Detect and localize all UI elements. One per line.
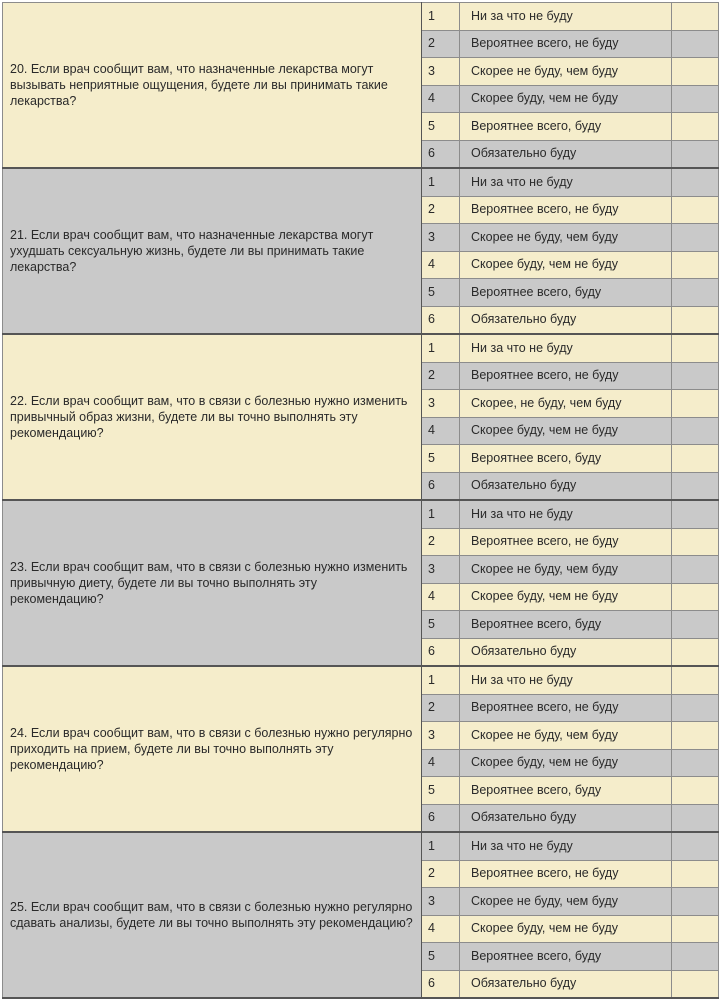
option-label: Скорее не буду, чем буду (460, 58, 672, 86)
option-label: Скорее буду, чем не буду (460, 85, 672, 113)
answer-option-row[interactable] (3, 832, 719, 860)
option-label: Обязательно буду (460, 140, 672, 168)
option-number: 3 (422, 888, 460, 916)
answer-mark-cell[interactable] (672, 445, 719, 473)
option-label: Вероятнее всего, буду (460, 943, 672, 971)
option-label: Вероятнее всего, буду (460, 279, 672, 307)
option-number: 6 (422, 970, 460, 998)
option-label: Обязательно буду (460, 638, 672, 666)
answer-mark-cell[interactable] (672, 722, 719, 750)
option-label: Скорее не буду, чем буду (460, 722, 672, 750)
option-number: 2 (422, 694, 460, 722)
option-label: Вероятнее всего, не буду (460, 528, 672, 556)
option-label: Ни за что не буду (460, 168, 672, 196)
answer-mark-cell[interactable] (672, 777, 719, 805)
question-text: 23. Если врач сообщит вам, что в связи с болезнью нужно изменить привычную диету, будете ли вы точно выполнять эту рекомендацию? (3, 500, 422, 666)
answer-mark-cell[interactable] (672, 168, 719, 196)
answer-mark-cell[interactable] (672, 390, 719, 418)
option-number: 1 (422, 832, 460, 860)
option-label: Ни за что не буду (460, 3, 672, 31)
answer-mark-cell[interactable] (672, 583, 719, 611)
answer-mark-cell[interactable] (672, 860, 719, 888)
option-number: 3 (422, 556, 460, 584)
answer-mark-cell[interactable] (672, 749, 719, 777)
option-number: 3 (422, 224, 460, 252)
option-number: 5 (422, 777, 460, 805)
option-label: Скорее не буду, чем буду (460, 888, 672, 916)
answer-mark-cell[interactable] (672, 334, 719, 362)
option-number: 6 (422, 306, 460, 334)
question-text: 21. Если врач сообщит вам, что назначенные лекарства могут ухудшать сексуальную жизнь, будете ли вы принимать такие лекарства? (3, 168, 422, 334)
option-number: 2 (422, 860, 460, 888)
option-number: 4 (422, 749, 460, 777)
option-label: Вероятнее всего, буду (460, 777, 672, 805)
answer-mark-cell[interactable] (672, 30, 719, 58)
option-number: 4 (422, 85, 460, 113)
option-number: 6 (422, 472, 460, 500)
option-number: 1 (422, 3, 460, 31)
option-number: 5 (422, 611, 460, 639)
option-label: Скорее буду, чем не буду (460, 417, 672, 445)
question-text: 25. Если врач сообщит вам, что в связи с болезнью нужно регулярно сдавать анализы, будете ли вы точно выполнять эту рекомендацию? (3, 832, 422, 998)
answer-option-row[interactable] (3, 334, 719, 362)
option-label: Вероятнее всего, не буду (460, 196, 672, 224)
answer-mark-cell[interactable] (672, 943, 719, 971)
answer-mark-cell[interactable] (672, 224, 719, 252)
option-number: 4 (422, 417, 460, 445)
answer-mark-cell[interactable] (672, 472, 719, 500)
option-number: 4 (422, 251, 460, 279)
option-label: Ни за что не буду (460, 334, 672, 362)
option-number: 5 (422, 943, 460, 971)
answer-option-row[interactable] (3, 3, 719, 31)
adherence-questionnaire-table (2, 2, 719, 999)
option-label: Скорее не буду, чем буду (460, 556, 672, 584)
answer-option-row[interactable] (3, 168, 719, 196)
option-label: Ни за что не буду (460, 832, 672, 860)
option-label: Скорее буду, чем не буду (460, 583, 672, 611)
option-label: Скорее буду, чем не буду (460, 749, 672, 777)
option-label: Вероятнее всего, буду (460, 611, 672, 639)
option-label: Вероятнее всего, не буду (460, 860, 672, 888)
option-number: 4 (422, 915, 460, 943)
option-number: 3 (422, 58, 460, 86)
answer-mark-cell[interactable] (672, 970, 719, 998)
answer-mark-cell[interactable] (672, 251, 719, 279)
option-number: 1 (422, 666, 460, 694)
answer-mark-cell[interactable] (672, 140, 719, 168)
answer-mark-cell[interactable] (672, 528, 719, 556)
option-label: Вероятнее всего, буду (460, 113, 672, 141)
answer-option-row[interactable] (3, 500, 719, 528)
question-block-24 (3, 666, 719, 832)
option-label: Ни за что не буду (460, 666, 672, 694)
answer-mark-cell[interactable] (672, 113, 719, 141)
option-label: Обязательно буду (460, 970, 672, 998)
option-label: Вероятнее всего, не буду (460, 694, 672, 722)
option-label: Скорее буду, чем не буду (460, 251, 672, 279)
answer-mark-cell[interactable] (672, 666, 719, 694)
option-number: 2 (422, 362, 460, 390)
option-label: Скорее буду, чем не буду (460, 915, 672, 943)
option-number: 1 (422, 500, 460, 528)
answer-mark-cell[interactable] (672, 888, 719, 916)
question-text: 24. Если врач сообщит вам, что в связи с болезнью нужно регулярно приходить на прием, будете ли вы точно выполнять эту рекомендацию? (3, 666, 422, 832)
option-number: 3 (422, 390, 460, 418)
question-text: 22. Если врач сообщит вам, что в связи с болезнью нужно изменить привычный образ жизни, будете ли вы точно выполнять эту рекомендацию? (3, 334, 422, 500)
answer-mark-cell[interactable] (672, 638, 719, 666)
answer-mark-cell[interactable] (672, 196, 719, 224)
option-number: 6 (422, 140, 460, 168)
answer-mark-cell[interactable] (672, 915, 719, 943)
option-label: Скорее, не буду, чем буду (460, 390, 672, 418)
option-label: Ни за что не буду (460, 500, 672, 528)
answer-option-row[interactable] (3, 666, 719, 694)
answer-mark-cell[interactable] (672, 694, 719, 722)
option-number: 3 (422, 722, 460, 750)
option-number: 5 (422, 279, 460, 307)
question-block-21 (3, 168, 719, 334)
option-number: 4 (422, 583, 460, 611)
option-label: Обязательно буду (460, 472, 672, 500)
option-number: 6 (422, 804, 460, 832)
answer-mark-cell[interactable] (672, 3, 719, 31)
option-label: Вероятнее всего, не буду (460, 362, 672, 390)
answer-mark-cell[interactable] (672, 500, 719, 528)
option-number: 2 (422, 30, 460, 58)
question-block-23 (3, 500, 719, 666)
option-label: Обязательно буду (460, 804, 672, 832)
option-number: 2 (422, 196, 460, 224)
option-number: 5 (422, 113, 460, 141)
option-label: Обязательно буду (460, 306, 672, 334)
question-block-25 (3, 832, 719, 998)
option-number: 1 (422, 168, 460, 196)
question-block-22 (3, 334, 719, 500)
answer-mark-cell[interactable] (672, 804, 719, 832)
option-number: 6 (422, 638, 460, 666)
answer-mark-cell[interactable] (672, 362, 719, 390)
answer-mark-cell[interactable] (672, 306, 719, 334)
question-block-20 (3, 3, 719, 169)
answer-mark-cell[interactable] (672, 611, 719, 639)
option-label: Скорее не буду, чем буду (460, 224, 672, 252)
answer-mark-cell[interactable] (672, 85, 719, 113)
answer-mark-cell[interactable] (672, 556, 719, 584)
option-label: Вероятнее всего, буду (460, 445, 672, 473)
question-text: 20. Если врач сообщит вам, что назначенные лекарства могут вызывать неприятные ощущения, будете ли вы принимать такие лекарства? (3, 3, 422, 169)
option-number: 1 (422, 334, 460, 362)
answer-mark-cell[interactable] (672, 58, 719, 86)
option-label: Вероятнее всего, не буду (460, 30, 672, 58)
answer-mark-cell[interactable] (672, 417, 719, 445)
answer-mark-cell[interactable] (672, 832, 719, 860)
option-number: 5 (422, 445, 460, 473)
option-number: 2 (422, 528, 460, 556)
answer-mark-cell[interactable] (672, 279, 719, 307)
